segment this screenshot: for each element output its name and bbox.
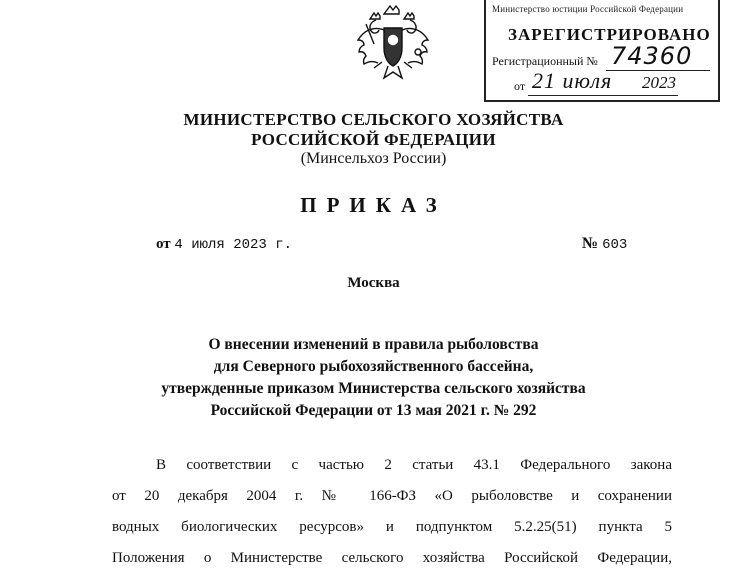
- subject-line-3: утвержденные приказом Министерства сельского хозяйства: [161, 380, 586, 397]
- stamp-reg-number-value: 74360: [611, 42, 693, 70]
- subject-line-4: Российской Федерации от 13 мая 2021 г. № 292: [210, 402, 537, 419]
- subject-line-2: для Северного рыбохозяйственного бассейна,: [213, 358, 534, 375]
- registration-stamp: [484, 0, 720, 102]
- coat-of-arms-icon: [354, 4, 432, 88]
- body-line-2: от 20 декабря 2004 г. № 166-ФЗ «О рыболовстве и сохранении: [112, 488, 672, 504]
- order-number: [582, 235, 627, 253]
- ministry-name-line2: РОССИЙСКОЙ ФЕДЕРАЦИИ: [251, 130, 496, 149]
- ministry-short-name: (Минсельхоз России): [300, 150, 447, 167]
- order-number-label: №: [582, 235, 599, 252]
- order-date-value: 4 июля 2023 г.: [174, 237, 293, 253]
- subject-line-1: О внесении изменений в правила рыболовства: [208, 336, 539, 353]
- body-line-4: Положения о Министерстве сельского хозяйства Российской Федерации,: [112, 550, 672, 566]
- stamp-date-value: 21 июля: [532, 68, 613, 93]
- stamp-ministry-line: Министерство юстиции Российской Федерации: [492, 4, 684, 14]
- body-line-1: В соответствии с частью 2 статьи 43.1 Федерального закона: [156, 457, 672, 473]
- stamp-date-label: от: [514, 79, 526, 93]
- order-date-label: от: [156, 236, 171, 252]
- stamp-title: ЗАРЕГИСТРИРОВАНО: [508, 25, 711, 44]
- order-number-value: 603: [602, 237, 628, 253]
- body-paragraph: [112, 450, 672, 574]
- stamp-number-underline: [606, 70, 710, 71]
- ministry-name-line1: МИНИСТЕРСТВО СЕЛЬСКОГО ХОЗЯЙСТВА: [183, 110, 564, 129]
- city-name: Москва: [347, 275, 400, 291]
- order-date: [156, 236, 292, 253]
- document-type-title: ПРИКАЗ: [300, 193, 447, 217]
- stamp-date-year: 2023: [642, 73, 676, 92]
- body-line-3: водных биологических ресурсов» и подпунктом 5.2.25(51) пункта 5: [112, 519, 672, 535]
- stamp-reg-number-label: Регистрационный №: [492, 54, 598, 68]
- stamp-date-underline: [528, 95, 678, 96]
